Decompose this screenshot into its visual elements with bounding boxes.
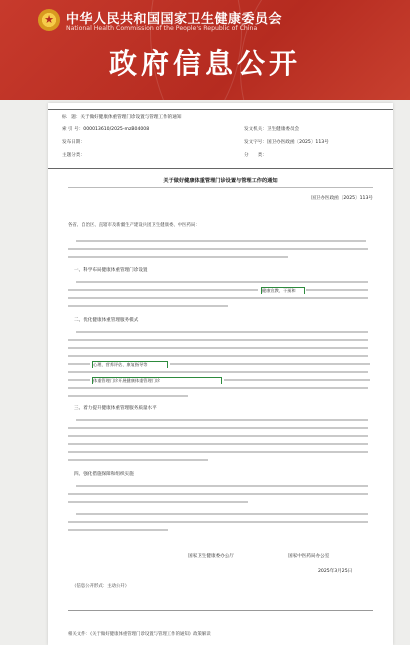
text-line [68,238,373,245]
text-line [68,353,373,360]
highlight-box: 心理、营养评估、康复指导等 [92,361,168,368]
divider [68,187,373,188]
text-line [68,449,373,456]
text-line [68,385,373,392]
divider [68,610,373,611]
text-line [68,393,373,400]
open-note: （信息公开形式：主动公开） [72,584,130,589]
text-line [68,246,373,253]
text-line [68,329,373,336]
text-line [68,425,373,432]
meta-category: 分 类： [244,153,267,158]
meta-date: 发布日期： [62,140,85,145]
meta-index: 索 引 号：000013610/2025-mzB04008 [62,127,150,132]
text-line [68,295,373,302]
text-line [68,254,373,261]
section-heading: 一、科学布局健康体重管理门诊设置 [74,268,148,273]
signature-right: 国家中医药局办公室 [288,554,330,559]
sign-date: 2025年3月25日 [318,569,353,574]
text-line [68,345,373,352]
meta-issuer: 发文机关：卫生健康委员会 [244,127,300,132]
highlight-box: 健康宣教、干预和 [261,287,305,294]
document-page [48,103,393,645]
section-heading: 二、优化健康体重管理服务模式 [74,318,139,323]
page-title: 政府信息公开 [108,47,301,80]
highlight-box: 体重管理门诊开展健康体重管理门诊 [92,377,222,384]
text-line [68,337,373,344]
salutation: 各省、自治区、直辖市及新疆生产建设兵团卫生健康委、中医药局： [68,223,200,228]
document-meta-table [48,109,393,169]
text-line [68,519,373,526]
section-heading: 四、强化措施保障和组织实施 [74,472,134,477]
meta-title: 标 题：关于做好健康体重管理门诊设置与管理工作的通知 [62,115,182,120]
text-line [68,279,373,286]
meta-topic: 主题分类： [62,153,85,158]
meta-docno: 发文字号：国卫办医政函〔2025〕113号 [244,140,329,145]
text-line [68,483,373,490]
text-line [68,369,373,376]
text-line [68,303,373,310]
signature-left: 国家卫生健康委办公厅 [188,554,234,559]
text-line [68,287,373,294]
national-emblem-icon: ★ [38,9,60,31]
text-line [68,457,373,464]
text-line [68,499,373,506]
org-name-cn[interactable]: 中华人民共和国国家卫生健康委员会 [66,12,283,27]
section-heading: 三、着力提升健康体重管理服务质量水平 [74,406,157,411]
document-number: 国卫办医政函〔2025〕113号 [311,196,373,201]
related-doc-link[interactable]: 相关文件：《关于做好健康体重管理门诊设置与管理工作的通知》政策解读 [68,632,211,637]
text-line [68,491,373,498]
text-line [68,441,373,448]
text-line [68,361,373,368]
org-name-en: National Health Commission of the People's Republic of China [66,25,258,32]
text-line [68,417,373,424]
text-line [68,433,373,440]
text-line [68,377,373,384]
text-line [68,511,373,518]
text-line [68,527,373,534]
header-banner [0,0,410,100]
document-title: 关于做好健康体重管理门诊设置与管理工作的通知 [163,178,278,184]
